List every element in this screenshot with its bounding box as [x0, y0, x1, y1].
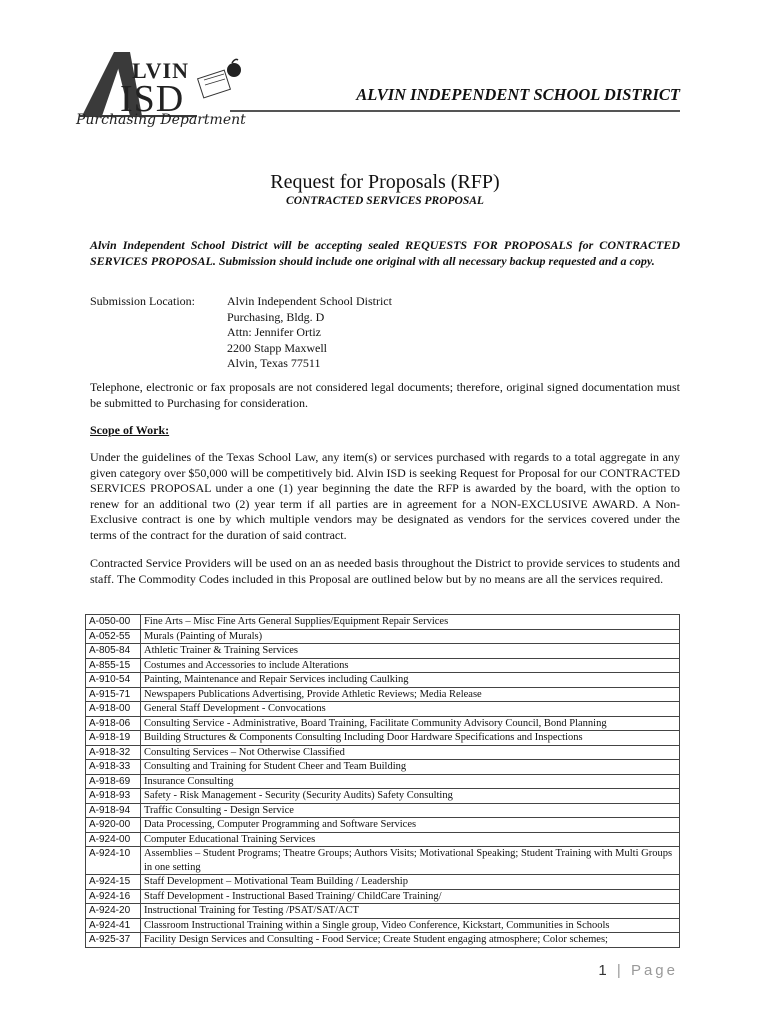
commodity-description: Costumes and Accessories to include Alterations — [141, 658, 680, 673]
commodity-codes-table — [85, 614, 680, 948]
commodity-description: Staff Development – Motivational Team Building / Leadership — [141, 875, 680, 890]
page-subtitle: CONTRACTED SERVICES PROPOSAL — [286, 195, 484, 207]
contracted-paragraph: Contracted Service Providers will be used on an as needed basis throughout the District to provide services to students and staff. The Commodity Codes included in this Proposal are outlined below but by no means are all the services required. — [90, 556, 680, 586]
table-row — [86, 889, 680, 904]
address-line: Alvin Independent School District — [227, 294, 392, 308]
address-line: 2200 Stapp Maxwell — [227, 340, 327, 355]
page-label: Page — [630, 962, 678, 979]
commodity-description: Computer Educational Training Services — [141, 832, 680, 847]
table-row — [86, 918, 680, 933]
header-divider — [230, 110, 680, 112]
commodity-code: A-855-15 — [86, 658, 141, 673]
commodity-code: A-910-54 — [86, 673, 141, 688]
commodity-code: A-915-71 — [86, 687, 141, 702]
commodity-description: General Staff Development - Convocations — [141, 702, 680, 717]
table-row — [86, 789, 680, 804]
commodity-description: Murals (Painting of Murals) — [141, 629, 680, 644]
commodity-code: A-052-55 — [86, 629, 141, 644]
commodity-description: Building Structures & Components Consulting Including Door Hardware Specifications and Inspections — [141, 731, 680, 746]
address-line: Purchasing, Bldg. D — [227, 309, 325, 324]
commodity-description: Consulting Services – Not Otherwise Classified — [141, 745, 680, 760]
commodity-code: A-925-37 — [86, 933, 141, 948]
scope-heading: Scope of Work: — [90, 423, 170, 437]
commodity-description: Athletic Trainer & Training Services — [141, 644, 680, 659]
commodity-code: A-924-00 — [86, 832, 141, 847]
table-row — [86, 687, 680, 702]
table-row — [86, 658, 680, 673]
commodity-description: Insurance Consulting — [141, 774, 680, 789]
commodity-code: A-918-06 — [86, 716, 141, 731]
table-row — [86, 847, 680, 875]
commodity-code: A-918-33 — [86, 760, 141, 775]
commodity-code: A-805-84 — [86, 644, 141, 659]
commodity-code: A-924-16 — [86, 889, 141, 904]
table-row — [86, 904, 680, 919]
table-row — [86, 731, 680, 746]
commodity-code: A-050-00 — [86, 615, 141, 630]
address-line: Alvin, Texas 77511 — [227, 356, 321, 370]
logo-text-bottom: ISD — [120, 78, 185, 120]
table-row — [86, 673, 680, 688]
commodity-description: Facility Design Services and Consulting - Food Service; Create Student engaging atmosphere; Color schemes; — [141, 933, 680, 948]
commodity-description: Data Processing, Computer Programming and Software Services — [141, 818, 680, 833]
commodity-description: Safety - Risk Management - Security (Security Audits) Safety Consulting — [141, 789, 680, 804]
commodity-code: A-924-10 — [86, 847, 141, 875]
intro-paragraph: Alvin Independent School District will be accepting sealed REQUESTS FOR PROPOSALS for CONTRACTED SERVICES PROPOSAL. Submission should include one original with all necessary backup requested and a copy. — [90, 238, 680, 268]
logo-text-top: LVIN — [132, 58, 189, 83]
table-row — [86, 644, 680, 659]
commodity-description: Staff Development - Instructional Based Training/ ChildCare Training/ — [141, 889, 680, 904]
commodity-code: A-918-93 — [86, 789, 141, 804]
table-row — [86, 615, 680, 630]
address-line: Attn: Jennifer Ortiz — [227, 325, 321, 339]
page-footer — [598, 962, 678, 979]
table-row — [86, 716, 680, 731]
commodity-description: Instructional Training for Testing /PSAT/SAT/ACT — [141, 904, 680, 919]
commodity-code: A-920-00 — [86, 818, 141, 833]
commodity-code: A-918-19 — [86, 731, 141, 746]
commodity-description: Fine Arts – Misc Fine Arts General Supplies/Equipment Repair Services — [141, 615, 680, 630]
commodity-description: Assemblies – Student Programs; Theatre Groups; Authors Visits; Motivational Speaking; Student Training with Multi Groups in one setting — [141, 847, 680, 875]
table-row — [86, 818, 680, 833]
commodity-description: Painting, Maintenance and Repair Services including Caulking — [141, 673, 680, 688]
commodity-code: A-918-94 — [86, 803, 141, 818]
department-label: Purchasing Department — [76, 112, 246, 128]
page-number: 1 — [598, 962, 610, 979]
commodity-description: Consulting and Training for Student Cheer and Team Building — [141, 760, 680, 775]
table-row — [86, 803, 680, 818]
commodity-code: A-918-69 — [86, 774, 141, 789]
commodity-code: A-924-20 — [86, 904, 141, 919]
footer-separator: | — [616, 962, 624, 979]
scope-paragraph: Under the guidelines of the Texas School Law, any item(s) or services purchased with regards to a total aggregate in any given category over $50,000 will be competitively bid. Alvin ISD is seeking Request for Proposal for our CONTRACTED SERVICES PROPOSAL under a one (1) year beginning the date the RFP is awarded by the board, with the option to renew for an additional two (2) year term if all parties are in agreement for a NON-EXCLUSIVE AWARD. A Non-Exclusive contract is one by which multiple vendors may be designated as vendors for the services covered under the terms of the contract for the duration of said contract. — [90, 450, 680, 542]
table-row — [86, 745, 680, 760]
table-row — [86, 832, 680, 847]
commodity-description: Consulting Service - Administrative, Board Training, Facilitate Community Advisory Council, Bond Planning — [141, 716, 680, 731]
commodity-description: Newspapers Publications Advertising, Provide Athletic Reviews; Media Release — [141, 687, 680, 702]
table-row — [86, 702, 680, 717]
commodity-code: A-918-00 — [86, 702, 141, 717]
commodity-code: A-924-41 — [86, 918, 141, 933]
table-row — [86, 774, 680, 789]
table-row — [86, 629, 680, 644]
commodity-description: Traffic Consulting - Design Service — [141, 803, 680, 818]
district-name: ALVIN INDEPENDENT SCHOOL DISTRICT — [356, 85, 680, 104]
table-row — [86, 760, 680, 775]
commodity-code: A-924-15 — [86, 875, 141, 890]
commodity-description: Classroom Instructional Training within a Single group, Video Conference, Kickstart, Communities in Schools — [141, 918, 680, 933]
submission-label: Submission Location: — [90, 294, 195, 308]
submission-address — [227, 294, 392, 372]
table-row — [86, 933, 680, 948]
page-title: Request for Proposals (RFP) — [270, 171, 500, 193]
table-row — [86, 875, 680, 890]
commodity-code: A-918-32 — [86, 745, 141, 760]
telephone-note: Telephone, electronic or fax proposals are not considered legal documents; therefore, original signed documentation must be submitted to Purchasing for consideration. — [90, 380, 680, 410]
